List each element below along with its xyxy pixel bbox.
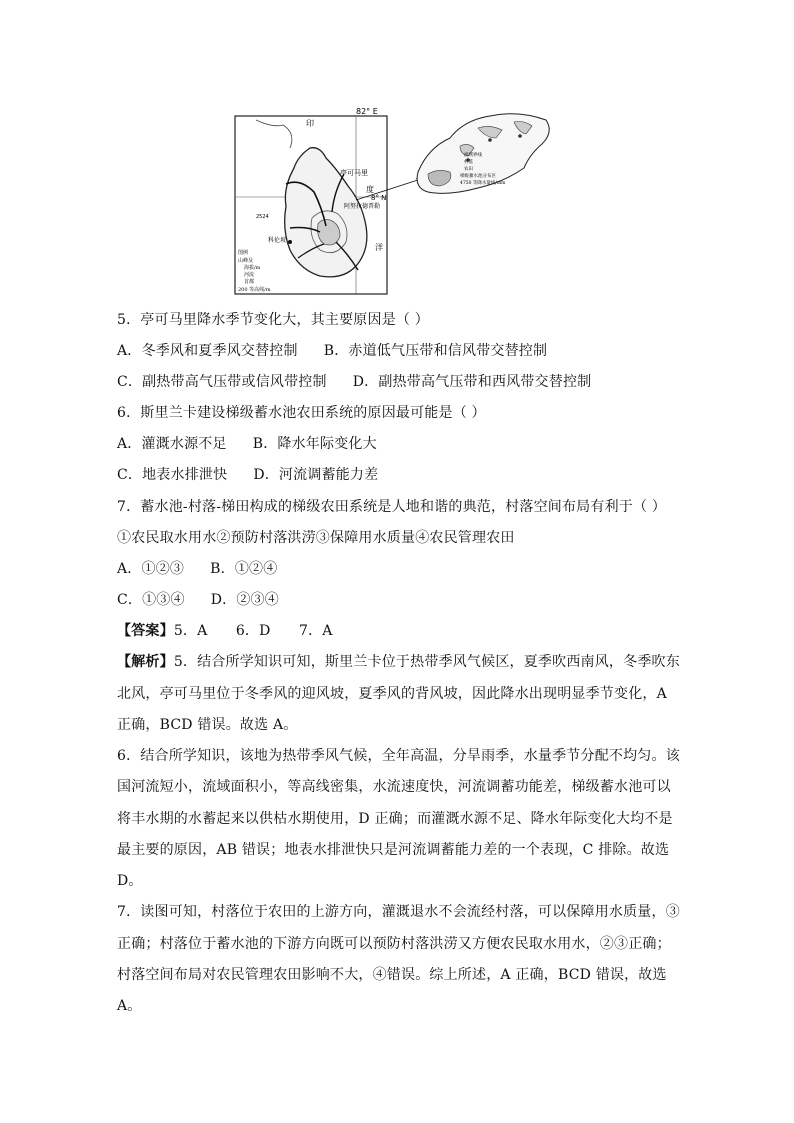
inset-legend-village: 村落 xyxy=(464,160,473,165)
legend-elevation: 海拔/m xyxy=(244,265,261,271)
analysis-line-11: 村落空间布局对农民管理农田影响不大，④错误。综上所述，A 正确，BCD 错误，故选 xyxy=(117,967,667,983)
peak-label: 2524 xyxy=(256,214,269,220)
question-5-options-row-1 xyxy=(117,341,547,361)
legend-contour: 200 等高线/m xyxy=(238,287,271,293)
analysis-line-8: D。 xyxy=(117,873,143,889)
place-label-trincomalee: 亭可马里 xyxy=(340,169,368,177)
place-label-du: 度 xyxy=(366,185,374,194)
option-7c[interactable]: C．①③④ xyxy=(117,592,185,608)
option-7d[interactable]: D．②③④ xyxy=(210,592,279,608)
analysis-line-9: 7．读图可知，村落位于农田的上游方向，灌溉退水不会流经村落，可以保障用水质量，③ xyxy=(117,904,680,920)
inset-legend-farmland: 农田 xyxy=(464,167,473,172)
place-label-colombo: 科伦坡 xyxy=(268,237,287,244)
option-7a[interactable]: A．①②③ xyxy=(117,561,185,577)
sri-lanka-map xyxy=(228,108,558,298)
question-5-stem: 5．亭可马里降水季节变化大，其主要原因是（ ） xyxy=(117,312,429,328)
option-5b[interactable]: B．赤道低气压带和信风带交替控制 xyxy=(323,343,548,359)
question-6-options-row-1 xyxy=(117,434,377,454)
legend-peak: 山峰及 xyxy=(238,258,254,264)
inset-legend-isohyet: 4750 等降水量线/mm xyxy=(460,181,506,186)
answer-text: 5．A 6．D 7．A xyxy=(173,623,333,639)
answer-label: 【答案】 xyxy=(117,623,174,639)
map-figure xyxy=(228,108,558,298)
analysis-line-5: 国河流短小，流域面积小，等高线密集，水流速度快，河流调蓄功能差，梯级蓄水池可以 xyxy=(117,779,671,795)
option-6b[interactable]: B．降水年际变化大 xyxy=(252,436,377,452)
answer-line xyxy=(117,621,333,641)
question-7-statements: ①农民取水用水②预防村落洪涝③保障用水质量④农民管理农田 xyxy=(117,530,515,546)
option-5a[interactable]: A．冬季风和夏季风交替控制 xyxy=(117,343,298,359)
option-6c[interactable]: C．地表水排泄快 xyxy=(117,467,228,483)
lat-label: 8° N xyxy=(371,194,387,202)
analysis-line-6: 将丰水期的水蓄起来以供枯水期使用，D 正确；而灌溉水源不足、降水年际变化大均不是 xyxy=(117,811,673,827)
analysis-label: 【解析】 xyxy=(117,654,174,670)
place-label-anuradhapura: 阿努拉德普勒 xyxy=(344,203,381,210)
analysis-line-12: A。 xyxy=(117,998,142,1014)
island-outline xyxy=(285,148,367,277)
question-7-options-row-2 xyxy=(117,590,279,610)
analysis-line-7: 最主要的原因，AB 错误；地表水排泄快只是河流调蓄能力差的一个表现，C 排除。故选 xyxy=(117,842,670,858)
question-7-options-row-1 xyxy=(117,559,277,579)
question-7-stem: 7．蓄水池-村落-梯田构成的梯级农田系统是人地和谐的典范，村落空间布局有利于（ ） xyxy=(117,499,667,515)
question-6-options-row-2 xyxy=(117,465,378,485)
question-6-stem: 6．斯里兰卡建设梯级蓄水池农田系统的原因最可能是（ ） xyxy=(117,405,486,421)
legend-capital: 首都 xyxy=(244,279,255,285)
option-6d[interactable]: D．河流调蓄能力差 xyxy=(253,467,379,483)
option-6a[interactable]: A．灌溉水源不足 xyxy=(117,436,227,452)
place-label-yin: 印 xyxy=(306,119,314,128)
place-label-yang: 洋 xyxy=(375,243,383,252)
lon-label: 82° E xyxy=(356,108,378,116)
analysis-line-4: 6．结合所学知识，该地为热带季风气候，全年高温，分旱雨季，水量季节分配不均匀。该 xyxy=(117,748,680,764)
legend-title: 图例 xyxy=(238,250,249,256)
legend-river: 河流 xyxy=(244,272,255,278)
analysis-line-10: 正确；村落位于蓄水池的下游方向既可以预防村落洪涝又方便农民取水用水，②③正确； xyxy=(117,936,671,952)
option-5c[interactable]: C．副热带高气压带或信风带控制 xyxy=(117,374,327,390)
option-7b[interactable]: B．①②④ xyxy=(210,561,278,577)
analysis-line-2: 北风，亭可马里位于冬季风的迎风坡，夏季风的背风坡，因此降水出现明显季节变化，A xyxy=(117,686,667,702)
option-5d[interactable]: D．副热带高气压带和西风带交替控制 xyxy=(352,374,592,390)
question-5-options-row-2 xyxy=(117,372,591,392)
inset-legend-reservoir: 梯级蓄水池分布区 xyxy=(460,174,496,179)
analysis-line-3: 正确，BCD 错误。故选 A。 xyxy=(117,717,298,733)
capital-icon xyxy=(288,240,292,244)
inset-legend-basin: 流域界线 xyxy=(464,153,482,158)
analysis-line-1 xyxy=(117,652,680,672)
analysis-text-1: 5．结合所学知识可知，斯里兰卡位于热带季风气候区，夏季吹西南风，冬季吹东 xyxy=(173,654,680,670)
